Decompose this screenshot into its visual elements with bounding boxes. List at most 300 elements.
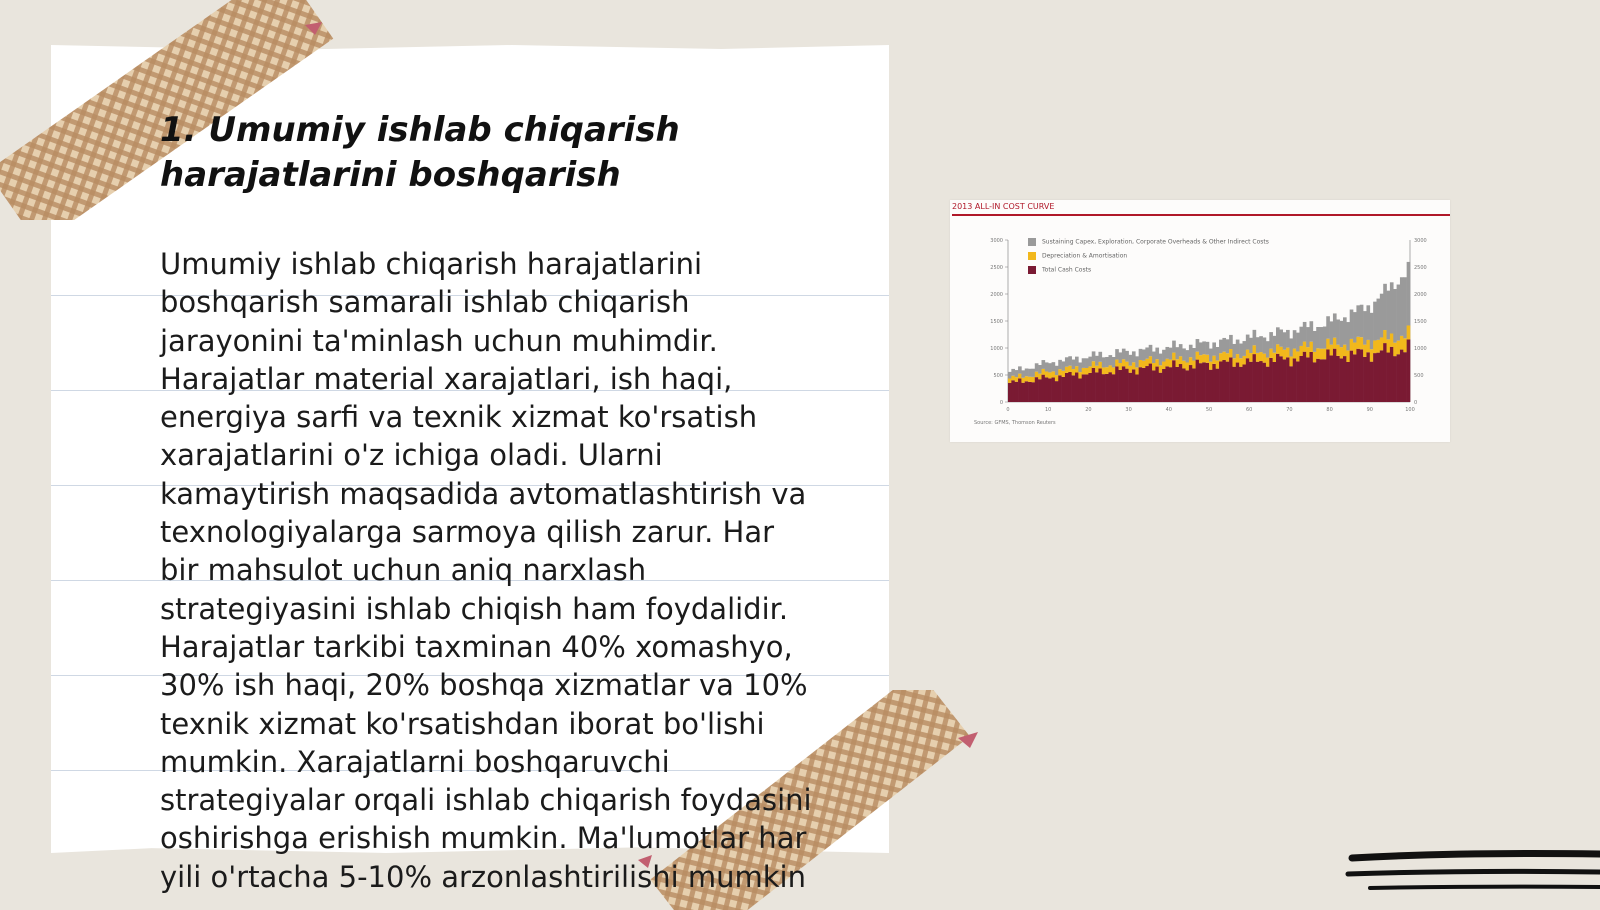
cost-bar-segment [1189,357,1193,365]
cost-bar-segment [1246,335,1250,350]
cost-bar-segment [1303,352,1307,402]
y-tick-label: 1500 [990,319,1003,325]
cost-bar-segment [1400,336,1404,350]
cost-bar-segment [1350,339,1354,351]
cost-bar-segment [1021,378,1025,383]
cost-bar-segment [1068,372,1072,402]
cost-bar-segment [1249,353,1253,362]
cost-bar-segment [1283,359,1287,402]
x-tick-label: 70 [1286,407,1293,413]
cost-bar-segment [1072,375,1076,402]
cost-bar-segment [1403,277,1407,338]
cost-bar-segment [1058,369,1062,375]
cost-bar-segment [1243,341,1247,356]
cost-bar-segment [1062,361,1066,370]
cost-bar-segment [1102,374,1106,402]
cost-bar-segment [1303,322,1307,342]
cost-bar-segment [1075,366,1079,372]
cost-bar-segment [1209,370,1213,402]
cost-bar-segment [1035,377,1039,402]
cost-bar-segment [1253,345,1257,354]
cost-bar-segment [1068,366,1072,372]
cost-bar-segment [1219,353,1223,361]
cost-bar-segment [1072,360,1076,370]
cost-bar-segment [1199,355,1203,363]
cost-bar-segment [1105,357,1109,367]
cost-bar-segment [1336,345,1340,356]
cost-bar-segment [1330,321,1334,344]
cost-bar-segment [1283,350,1287,360]
cost-bar-segment [1152,370,1156,402]
cost-bar-segment [1397,354,1401,402]
cost-bar-segment [1366,352,1370,402]
cost-bar-segment [1072,369,1076,375]
cost-bar-segment [1380,350,1384,402]
cost-bar-segment [1095,356,1099,366]
legend-item [1028,266,1091,274]
cost-bar-segment [1162,350,1166,362]
cost-bar-segment [1109,365,1113,372]
cost-bar-segment [1232,367,1236,402]
cost-bar-segment [1119,352,1123,363]
cost-bar-segment [1286,348,1290,358]
cost-bar-segment [1360,337,1364,349]
cost-bar-segment [1082,374,1086,402]
cost-bar-segment [1011,380,1015,402]
cost-bar-segment [1115,366,1119,402]
cost-bar-segment [1055,375,1059,381]
cost-bar-segment [1380,337,1384,350]
legend-item [1028,252,1127,260]
cost-bar-segment [1078,362,1082,372]
cost-bar-segment [1273,353,1277,362]
cost-bar-segment [1129,355,1133,366]
cost-bar-segment [1212,342,1216,355]
cost-bar-segment [1015,382,1019,402]
cost-bar-segment [1293,330,1297,348]
cost-bar-segment [1222,338,1226,352]
x-tick-label: 40 [1165,407,1172,413]
cost-bar-segment [1112,357,1116,367]
cost-bar-segment [1119,363,1123,370]
cost-bar-segment [1075,357,1079,367]
cost-bar-segment [1172,341,1176,353]
cost-bar-segment [1065,357,1069,366]
cost-bar-segment [1390,282,1394,333]
cost-bar-segment [1011,376,1015,381]
cost-bar-segment [1219,340,1223,354]
cost-bar-segment [1179,344,1183,356]
cost-bar-segment [1145,359,1149,366]
cost-bar-segment [1229,335,1233,349]
cost-bar-segment [1129,373,1133,402]
y-tick-label: 2000 [990,292,1003,298]
cost-bar-segment [1333,349,1337,402]
cost-bar-segment [1095,366,1099,373]
legend-label: Sustaining Capex, Exploration, Corporate Overheads & Other Indirect Costs [1042,238,1269,246]
cost-bar-segment [1273,336,1277,353]
cost-bar-segment [1179,356,1183,364]
cost-bar-segment [1226,362,1230,402]
cost-bar-segment [1119,370,1123,402]
cost-bar-segment [1088,373,1092,402]
cost-bar-segment [1058,375,1062,402]
cost-bar-segment [1155,348,1159,360]
cost-bar-segment [1169,348,1173,360]
cost-bar-segment [1065,367,1069,373]
cost-bar-segment [1115,360,1119,367]
cost-bar-segment [1366,305,1370,340]
cost-bar-segment [1015,377,1019,382]
cost-bar-segment [1196,352,1200,360]
cost-bar-segment [1078,372,1082,378]
cost-bar-segment [1015,370,1019,377]
cost-bar-segment [1259,352,1263,361]
cost-bar-segment [1135,356,1139,367]
cost-bar-segment [1393,289,1397,343]
cost-bar-segment [1216,369,1220,402]
y-tick-label: 2500 [990,265,1003,271]
chart-title: 2013 ALL-IN COST CURVE [952,202,1055,211]
cost-bar-segment [1303,342,1307,352]
cost-bar-segment [1232,358,1236,366]
cost-bar-segment [1112,367,1116,374]
cost-bar-segment [1243,356,1247,365]
cost-bar-segment [1239,344,1243,359]
cost-bar-segment [1182,361,1186,369]
cost-bar-segment [1256,337,1260,353]
cost-bar-segment [1403,338,1407,352]
cost-curve-chart [950,200,1450,442]
cost-bar-segment [1122,359,1126,366]
cost-bar-segment [1387,291,1391,340]
cost-bar-segment [1038,379,1042,402]
cost-bar-segment [1186,350,1190,362]
cost-bar-segment [1048,363,1052,372]
cost-bar-segment [1202,341,1206,354]
cost-bar-segment [1045,362,1049,371]
cost-bar-segment [1243,364,1247,402]
cost-bar-segment [1199,342,1203,355]
cost-bar-segment [1239,358,1243,367]
cost-bar-segment [1129,366,1133,373]
cost-bar-segment [1370,313,1374,349]
cost-bar-segment [1306,357,1310,402]
cost-bar-segment [1313,331,1317,352]
cost-bar-segment [1082,358,1086,368]
cost-bar-segment [1122,349,1126,360]
cost-bar-segment [1042,360,1046,369]
cost-bar-segment [1269,332,1273,349]
cost-bar-segment [1088,366,1092,373]
cost-bar-segment [1276,354,1280,402]
cost-bar-segment [1353,312,1357,342]
cost-bar-segment [1236,363,1240,402]
cost-bar-segment [1165,347,1169,359]
cost-bar-segment [1310,321,1314,341]
cost-bar-segment [1296,351,1300,361]
cost-bar-segment [1296,333,1300,352]
cost-bar-segment [1135,367,1139,374]
cost-bar-segment [1236,354,1240,362]
cost-bar-segment [1135,374,1139,402]
cost-bar-segment [1139,367,1143,402]
cost-bar-segment [1042,375,1046,402]
cost-bar-segment [1407,262,1411,326]
cost-bar-segment [1109,372,1113,402]
x-tick-label: 10 [1045,407,1052,413]
cost-bar-segment [1266,367,1270,402]
cost-bar-segment [1269,349,1273,358]
slide-title: 1. Umumiy ishlab chiqarish harajatlarini boshqarish [160,110,680,195]
cost-bar-segment [1172,360,1176,402]
cost-bar-segment [1189,345,1193,357]
cost-bar-segment [1313,352,1317,362]
cost-bar-segment [1273,362,1277,402]
cost-bar-segment [1356,337,1360,349]
cost-bar-segment [1139,360,1143,367]
cost-bar-segment [1085,374,1089,402]
cost-bar-segment [1052,362,1056,371]
y-tick-label: 0 [999,400,1003,406]
x-tick-label: 100 [1405,407,1415,413]
cost-bar-segment [1343,317,1347,344]
cost-bar-segment [1229,357,1233,402]
cost-bar-segment [1346,362,1350,402]
cost-bar-segment [1196,360,1200,402]
cost-bar-segment [1085,358,1089,368]
cost-bar-segment [1008,378,1012,382]
cost-bar-segment [1356,349,1360,402]
cost-bar-segment [1293,349,1297,359]
cost-bar-segment [1176,367,1180,402]
x-tick-label: 80 [1326,407,1333,413]
cost-bar-segment [1279,347,1283,356]
y2-tick-label: 1000 [1414,346,1427,352]
cost-bar-segment [1085,368,1089,374]
cost-bar-segment [1236,340,1240,354]
cost-bar-segment [1276,327,1280,344]
cost-bar-segment [1263,354,1267,363]
cost-bar-segment [1105,367,1109,374]
cost-bar-segment [1115,349,1119,359]
cost-bar-segment [1199,363,1203,402]
cost-bar-segment [1377,353,1381,402]
cost-bar-segment [1052,371,1056,377]
x-tick-label: 90 [1366,407,1373,413]
cost-bar-segment [1105,374,1109,402]
cost-bar-segment [1145,347,1149,358]
cost-bar-segment [1370,362,1374,402]
cost-bar-segment [1212,356,1216,364]
cost-bar-segment [1256,362,1260,402]
cost-bar-segment [1323,359,1327,402]
cost-bar-segment [1296,361,1300,402]
cost-bar-segment [1333,338,1337,349]
cost-bar-segment [1152,352,1156,363]
cost-bar-segment [1206,342,1210,355]
cost-bar-segment [1055,381,1059,402]
cost-bar-segment [1333,313,1337,337]
cost-bar-segment [1169,367,1173,402]
cost-bar-segment [1189,365,1193,402]
cost-bar-segment [1045,377,1049,402]
cost-bar-segment [1209,349,1213,362]
cost-bar-segment [1109,355,1113,365]
cost-bar-segment [1011,369,1015,376]
chart-source-note: Source: GFMS, Thomson Reuters [974,420,1056,426]
slide-body-text: Umumiy ishlab chiqarish harajatlarini boshqarish samarali ishlab chiqarish jarayonini ta'minlash uchun muhimdir. Harajatlar material xarajatlari, ish haqi, energiya sarfi va texnik xizmat ko'rsatish xarajatlarini o'z ichiga oladi. Ularni kamaytirish maqsadida avtomatlashtirish va texnologiyalarga sarmoya qilish zarur. Har bir mahsulot uchun aniq narxlash strategiyasini ishlab chiqish ham foydalidir. Harajatlar tarkibi taxminan 40% xomashyo, 30% ish haqi, 20% boshqa xizmatlar va 10% texnik xizmat ko'rsatishdan iborat bo'lishi mumkin. Xarajatlarni boshqaruvchi strategiyalar orqali ishlab chiqarish foydasini oshirishga erishish mumkin. Ma'lumotlar har yili o'rtacha 5-10% arzonlashtirilishi mumkin [160,247,812,894]
cost-bar-segment [1289,356,1293,366]
cost-bar-segment [1196,339,1200,352]
cost-bar-segment [1179,364,1183,402]
x-tick-label: 0 [1006,407,1010,413]
legend-swatch-dark [1028,266,1036,274]
cost-bar-segment [1246,358,1250,402]
cost-bar-segment [1159,354,1163,366]
cost-bar-segment [1031,377,1035,382]
cost-bar-segment [1055,366,1059,375]
cost-bar-segment [1018,374,1022,379]
cost-bar-segment [1293,358,1297,402]
cost-bar-segment [1366,340,1370,352]
cost-bar-segment [1330,345,1334,356]
cost-bar-segment [1035,363,1039,371]
cost-bar-segment [1283,332,1287,349]
cost-bar-segment [1310,342,1314,352]
cost-bar-segment [1018,366,1022,373]
cost-bar-segment [1149,364,1153,402]
cost-bar-segment [1256,353,1260,362]
cost-bar-segment [1149,345,1153,356]
cost-bar-segment [1149,356,1153,363]
cost-bar-segment [1038,374,1042,380]
cost-bar-segment [1095,372,1099,402]
cost-bar-segment [1380,294,1384,338]
cost-bar-segment [1042,369,1046,375]
cost-bar-segment [1045,371,1049,377]
cost-bar-segment [1407,339,1411,402]
cost-bar-segment [1165,359,1169,367]
cost-bar-segment [1021,383,1025,402]
cost-bar-segment [1206,355,1210,363]
cost-bar-segment [1390,333,1394,346]
cost-bar-segment [1222,360,1226,402]
cost-bar-segment [1159,365,1163,372]
cost-bar-segment [1202,362,1206,402]
cost-bar-segment [1122,366,1126,402]
cost-bar-segment [1350,310,1354,339]
cost-bar-segment [1253,330,1257,345]
cost-bar-segment [1306,347,1310,357]
x-tick-label: 50 [1205,407,1213,413]
cost-bar-segment [1286,330,1290,348]
cost-bar-segment [1165,366,1169,402]
cost-bar-segment [1299,356,1303,402]
cost-bar-segment [1048,372,1052,378]
cost-bar-segment [1263,363,1267,402]
cost-bar-segment [1393,356,1397,402]
cost-bar-segment [1397,285,1401,341]
legend-swatch-grey [1028,238,1036,246]
cost-bar-segment [1209,362,1213,370]
cost-bar-segment [1155,367,1159,402]
cost-bar-segment [1035,372,1039,377]
cost-bar-segment [1172,353,1176,361]
cost-bar-segment [1192,348,1196,361]
cost-bar-segment [1403,352,1407,402]
cost-bar-segment [1259,361,1263,402]
cost-bar-segment [1249,338,1253,353]
cost-bar-segment [1289,338,1293,356]
cost-bar-segment [1162,362,1166,369]
cost-bar-segment [1028,369,1032,377]
cost-bar-segment [1360,305,1364,338]
cost-bar-segment [1219,361,1223,402]
cost-bar-segment [1320,359,1324,402]
cost-bar-segment [1407,325,1411,339]
cost-bar-segment [1289,366,1293,402]
y2-tick-label: 2000 [1414,292,1427,298]
cost-bar-segment [1350,351,1354,402]
cost-bar-segment [1102,367,1106,374]
cost-bar-segment [1259,336,1263,352]
cost-bar-segment [1266,341,1270,357]
cost-bar-segment [1192,368,1196,402]
cost-bar-segment [1028,382,1032,402]
cost-bar-segment [1142,349,1146,360]
y2-tick-label: 0 [1414,400,1418,406]
cost-bar-segment [1316,327,1320,348]
y2-tick-label: 3000 [1414,238,1427,244]
x-tick-label: 60 [1246,407,1253,413]
cost-bar-segment [1112,374,1116,402]
cost-bar-segment [1062,371,1066,377]
cost-bar-segment [1370,349,1374,361]
cost-bar-segment [1239,367,1243,402]
cost-bar-segment [1263,337,1267,353]
chart-plot [950,200,1450,442]
cost-bar-segment [1052,377,1056,402]
cost-bar-segment [1360,349,1364,402]
cost-bar-segment [1377,340,1381,353]
cost-bar-segment [1092,351,1096,361]
legend-item [1028,238,1269,246]
cost-bar-segment [1162,369,1166,402]
cost-bar-segment [1098,352,1102,362]
brush-strokes [1340,840,1600,900]
cost-bar-segment [1142,368,1146,402]
cost-bar-segment [1008,383,1012,402]
cost-bar-segment [1021,370,1025,377]
y-tick-label: 500 [993,373,1003,379]
y-tick-label: 3000 [990,238,1003,244]
cost-bar-segment [1025,381,1029,402]
cost-bar-segment [1326,339,1330,350]
cost-bar-segment [1313,362,1317,402]
cost-bar-segment [1226,353,1230,361]
x-tick-label: 30 [1125,407,1132,413]
cost-bar-segment [1393,343,1397,356]
cost-bar-segment [1266,358,1270,367]
y2-tick-label: 1500 [1414,319,1427,325]
cost-bar-segment [1340,321,1344,347]
cost-bar-segment [1320,327,1324,349]
cost-bar-segment [1132,351,1136,362]
cost-bar-segment [1226,339,1230,353]
cost-bar-segment [1192,361,1196,369]
cost-bar-segment [1075,373,1079,402]
